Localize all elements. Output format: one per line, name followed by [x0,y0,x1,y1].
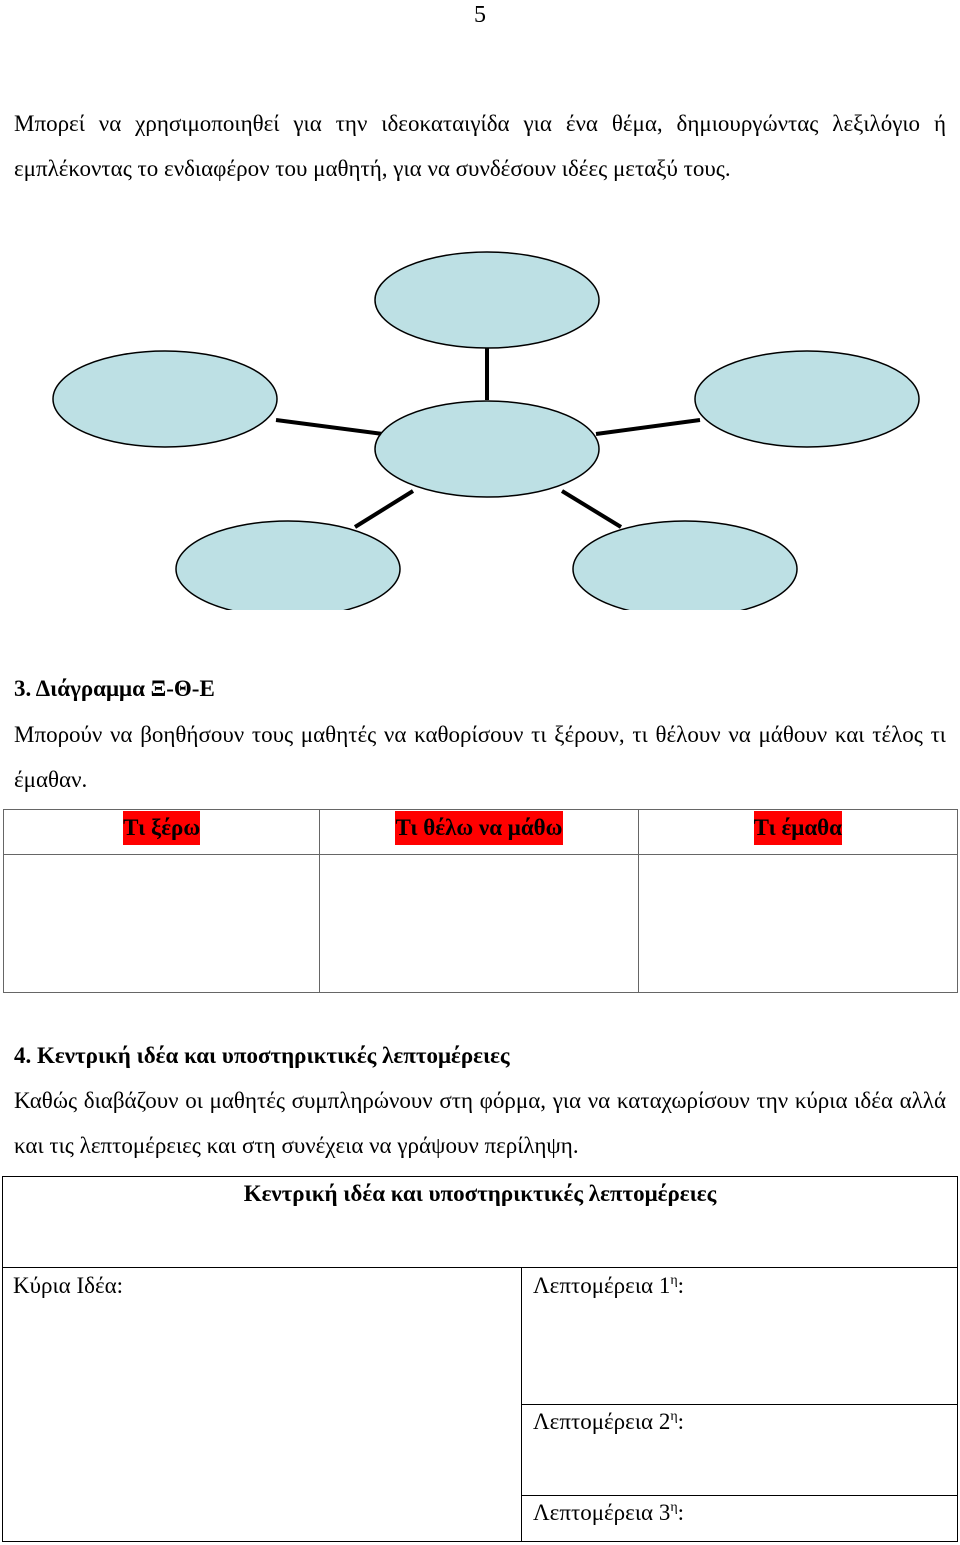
detail-1-label: Λεπτομέρεια $1^\eta$: [533,1273,685,1298]
kwl-cell-know[interactable] [4,855,320,993]
concept-web-diagram [0,240,960,610]
bubble-right [695,351,919,447]
bubble-top [375,252,599,348]
page-number: 5 [474,2,486,28]
kwl-cell-want[interactable] [320,855,638,993]
section4-paragraph: Καθώς διαβάζουν οι μαθητές συμπληρώνουν στη φόρμα, για να καταχωρίσουν την κύρια ιδέα αλλά και τις λεπτομέρειες και στη συνέχεια να γράψουν περίληψη. [14,1088,946,1158]
form-divider [3,1267,957,1268]
section3-paragraph: Μπορούν να βοηθήσουν τους μαθητές να καθορίσουν τι ξέρουν, τι θέλουν να μάθουν και τέλος τι έμαθαν. [14,722,946,792]
kwl-cell-learned[interactable] [638,855,957,993]
bubble-bottom-right [573,521,797,610]
connector-bottom-right [562,491,621,527]
detail-divider-1 [521,1404,957,1405]
connector-right [596,420,700,434]
main-idea-form [2,1176,958,1542]
detail-3-label: Λεπτομέρεια $3^\eta$: [533,1500,685,1525]
kwl-header-learned: Τι έμαθα [638,810,957,855]
kwl-header-know: Τι ξέρω [4,810,320,855]
kwl-table [3,809,958,993]
form-title: Κεντρική ιδέα και υποστηρικτικές λεπτομέρειες [243,1181,717,1206]
kwl-header-want: Τι θέλω να μάθω [320,810,638,855]
connector-left [276,420,383,434]
detail-divider-2 [521,1495,957,1496]
section3-heading: 3. Διάγραμμα Ξ-Θ-Ε [14,676,215,701]
connector-bottom-left [355,491,413,527]
detail-2-label: Λεπτομέρεια $2^\eta$: [533,1409,685,1434]
section4-heading: 4. Κεντρική ιδέα και υποστηρικτικές λεπτομέρειες [14,1043,510,1068]
main-idea-label: Κύρια Ιδέα: [13,1273,124,1298]
bubble-left [53,351,277,447]
bubble-bottom-left [176,521,400,610]
bubble-center [375,401,599,497]
intro-paragraph: Μπορεί να χρησιμοποιηθεί για την ιδεοκαταιγίδα για ένα θέμα, δημιουργώντας λεξιλόγιο ή εμπλέκοντας το ενδιαφέρον του μαθητή, για να συνδέσουν ιδέες μεταξύ τους. [14,111,946,181]
